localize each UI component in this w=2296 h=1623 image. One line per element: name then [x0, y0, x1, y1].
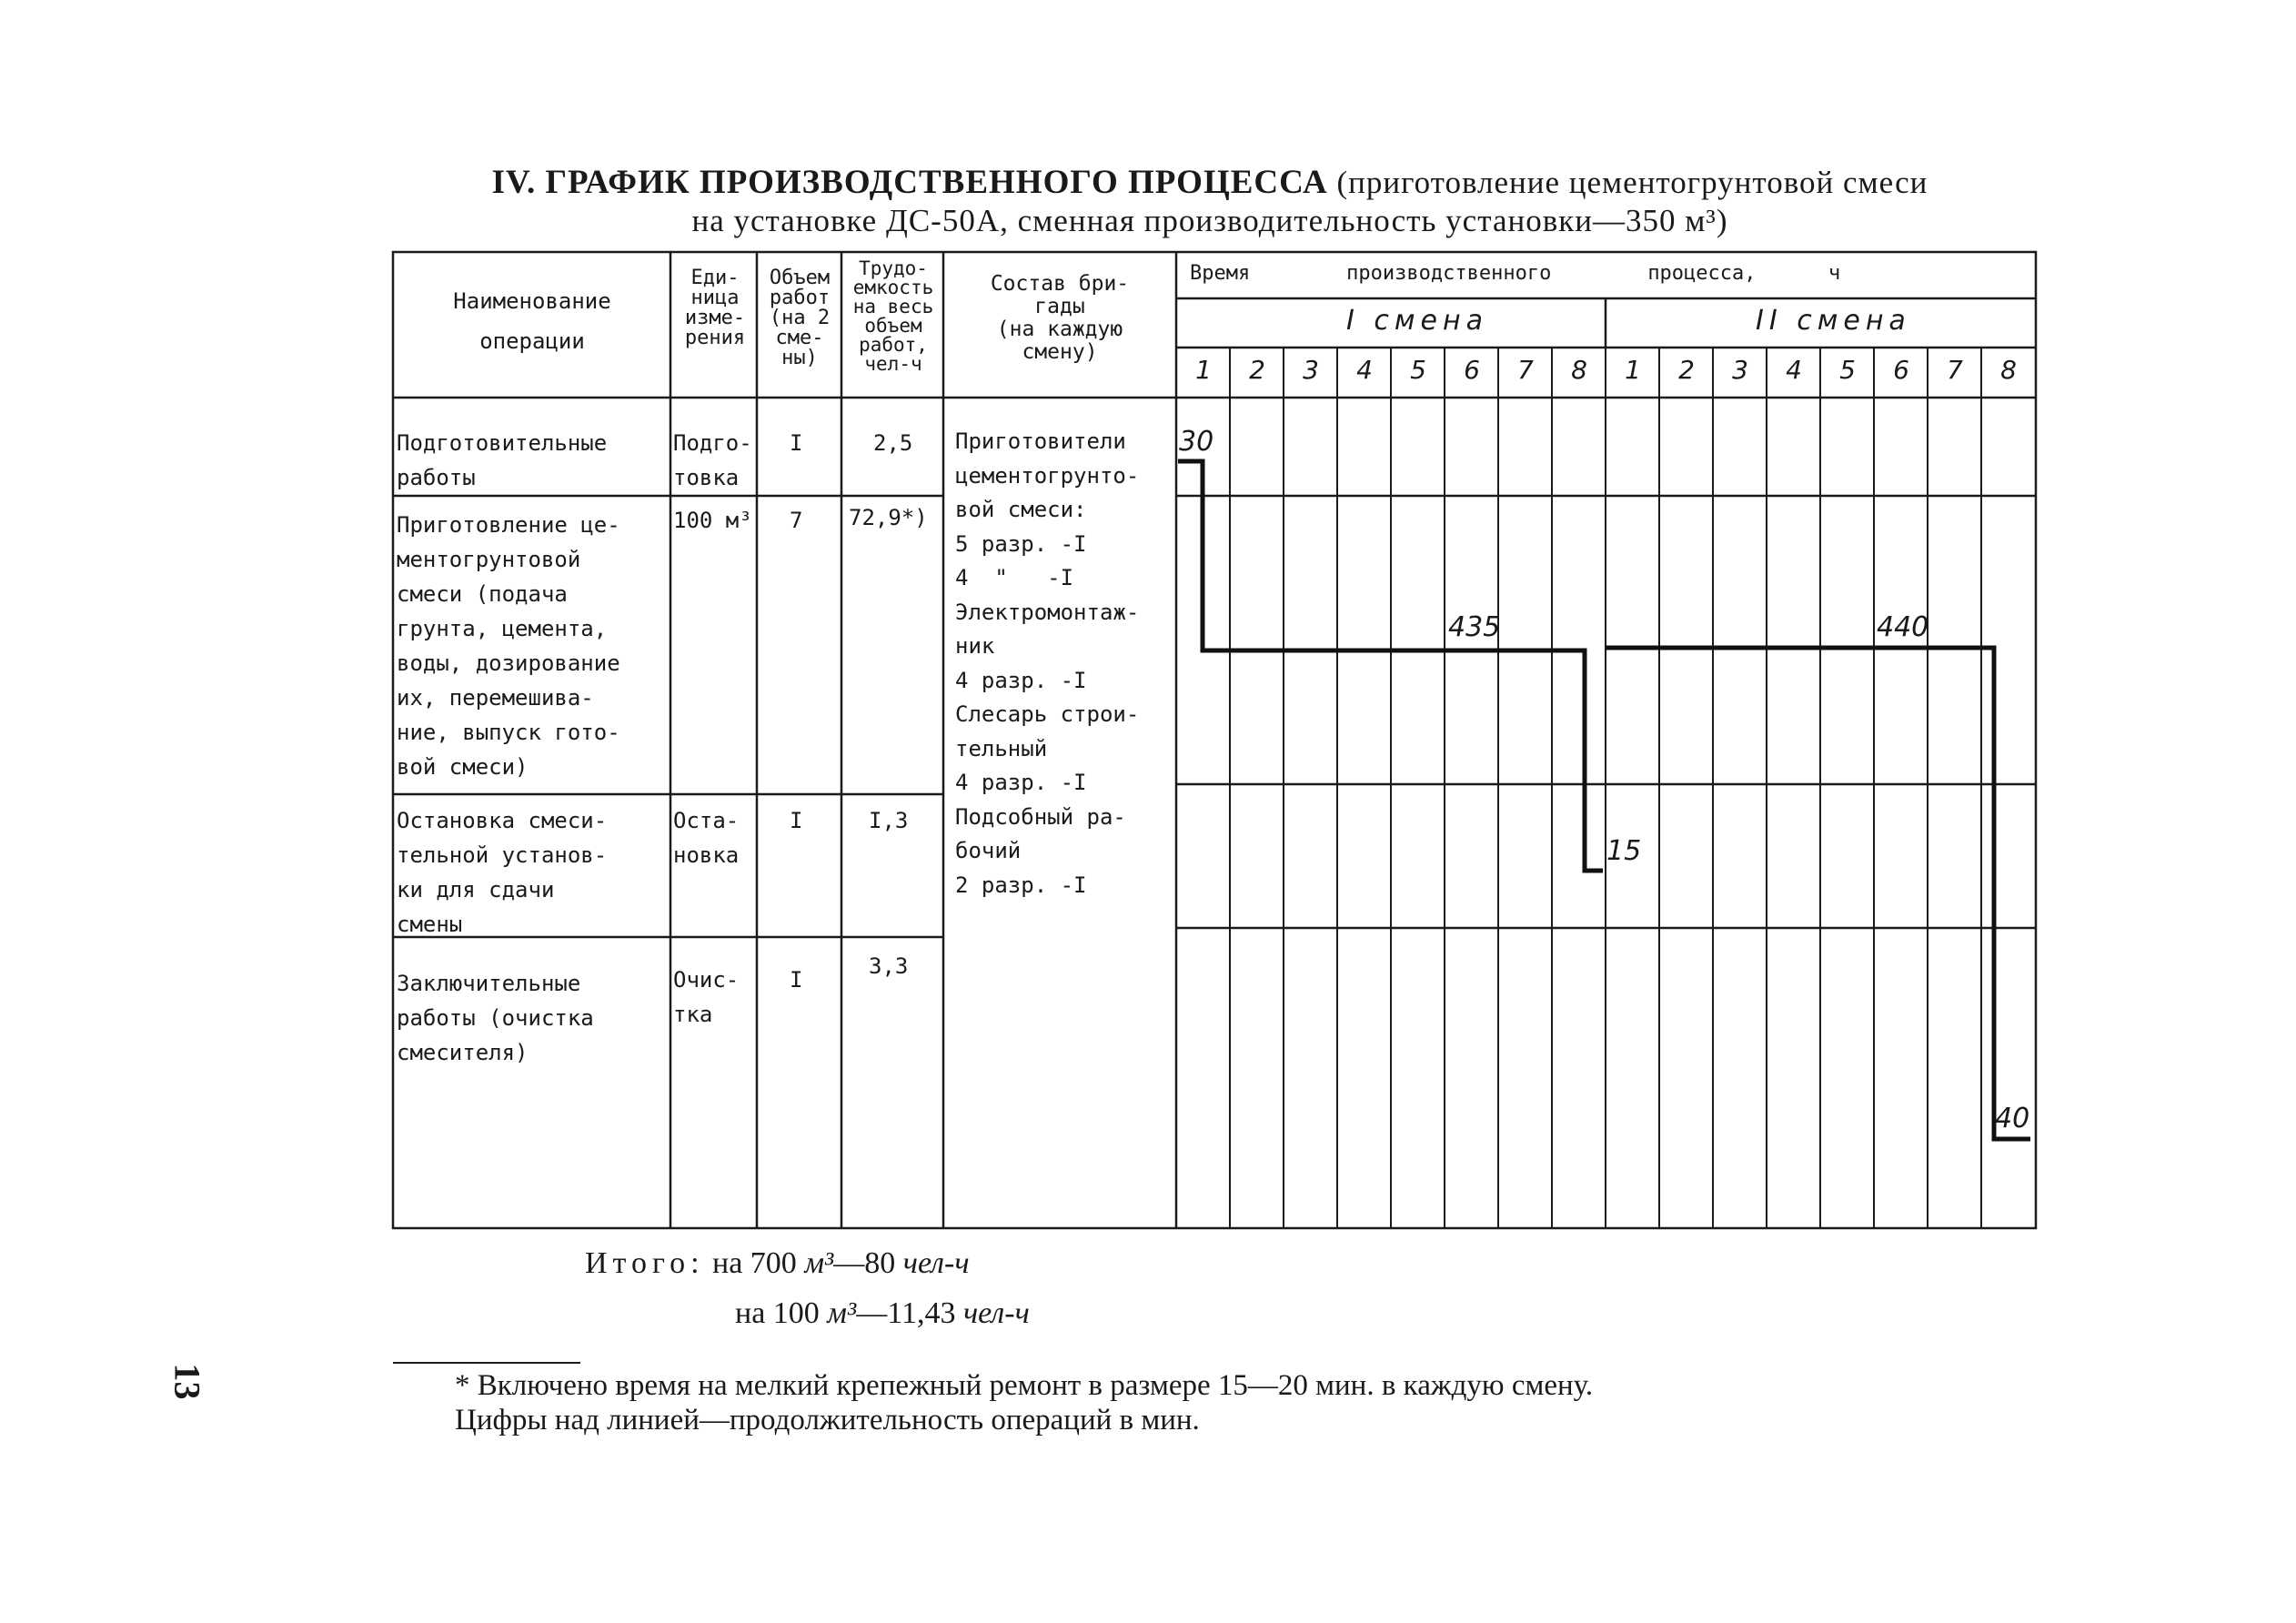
header-shift2: II смена: [1756, 305, 1911, 337]
hour-5: 5: [1410, 355, 1426, 385]
duration-stop: 15: [1606, 835, 1642, 867]
duration-shift2: 440: [1877, 611, 1929, 643]
header-name: Наименование операции: [453, 288, 611, 354]
row4-volume: I: [790, 967, 803, 993]
row3-labor: I,3: [869, 808, 909, 833]
totals-line1: Итого: на 700 м³—80 чел-ч: [585, 1246, 970, 1280]
row2-name: Приготовление це- ментогрунтовой смеси (подача грунта, цемента, воды, дозирование их, перемешива- ние, выпуск гото- вой смеси): [397, 512, 620, 780]
hour-2b: 2: [1678, 355, 1695, 385]
row4-name: Заключительные работы (очистка смесителя): [397, 971, 594, 1065]
hour-7: 7: [1517, 355, 1534, 385]
header-labor: Трудо- емкость на весь объем работ, чел-ч: [852, 257, 934, 375]
schedule-line: [1178, 461, 2030, 1139]
duration-final: 40: [1995, 1103, 2030, 1134]
title-bold: IV. ГРАФИК ПРОИЗВОДСТВЕННОГО ПРОЦЕССА: [491, 164, 1328, 201]
title-rest: (приготовление цементогрунтовой смеси: [1327, 165, 1928, 200]
hour-4b: 4: [1786, 355, 1802, 385]
row2-unit: 100 м³: [673, 508, 752, 533]
row3-name: Остановка смеси- тельной установ- ки для сдачи смены: [397, 808, 608, 937]
hour-6: 6: [1464, 355, 1480, 385]
footnote-line1: * Включено время на мелкий крепежный ремонт в размере 15—20 мин. в каждую смену.: [455, 1369, 1594, 1402]
hour-3b: 3: [1732, 355, 1748, 385]
hour-4: 4: [1356, 355, 1373, 385]
row4-unit: Очис- тка: [673, 967, 740, 1027]
hour-6b: 6: [1893, 355, 1909, 385]
row1-volume: I: [790, 430, 803, 456]
title-line2: на установке ДС-50А, сменная производительность установки—350 м³): [691, 203, 1728, 238]
duration-shift1: 435: [1448, 611, 1501, 643]
hour-8b: 8: [2000, 355, 2017, 385]
row1-labor: 2,5: [873, 430, 913, 456]
hour-1: 1: [1195, 355, 1212, 385]
row2-volume: 7: [790, 508, 803, 533]
row3-volume: I: [790, 808, 803, 833]
totals-label: Итого:: [585, 1246, 705, 1280]
header-crew: Состав бри- гады (на каждую смену): [990, 272, 1130, 364]
page-number: 13: [166, 1363, 208, 1400]
hour-8: 8: [1571, 355, 1587, 385]
header-unit: Еди- ница изме- рения: [684, 267, 746, 349]
row3-unit: Оста- новка: [673, 808, 740, 868]
row1-name: Подготовительные работы: [397, 430, 608, 490]
hour-3: 3: [1303, 355, 1319, 385]
crew-composition: Приготовители цементогрунто- вой смеси: 5 разр. -I 4 " -I Электромонтаж- ник 4 разр. -I Слесарь строи- тельный 4 разр. -I Подсобный ра- бочий 2 разр. -I: [955, 428, 1140, 898]
header-time: Время производственного процесса, ч: [1190, 262, 1841, 285]
footnote-line2: Цифры над линией—продолжительность операций в мин.: [455, 1404, 1200, 1437]
totals-line2: на 100 м³—11,43 чел-ч: [735, 1296, 1030, 1330]
duration-prep: 30: [1179, 426, 1214, 458]
hour-7b: 7: [1947, 355, 1963, 385]
row1-unit: Подго- товка: [673, 430, 752, 490]
row4-labor: 3,3: [869, 953, 909, 979]
header-shift1: I смена: [1346, 305, 1488, 337]
hour-1b: 1: [1625, 355, 1641, 385]
header-volume: Объем работ (на 2 сме- ны): [769, 267, 831, 369]
footnote-rule: [393, 1362, 580, 1364]
hour-5b: 5: [1839, 355, 1856, 385]
hour-2: 2: [1249, 355, 1265, 385]
row2-labor: 72,9*): [849, 505, 928, 530]
